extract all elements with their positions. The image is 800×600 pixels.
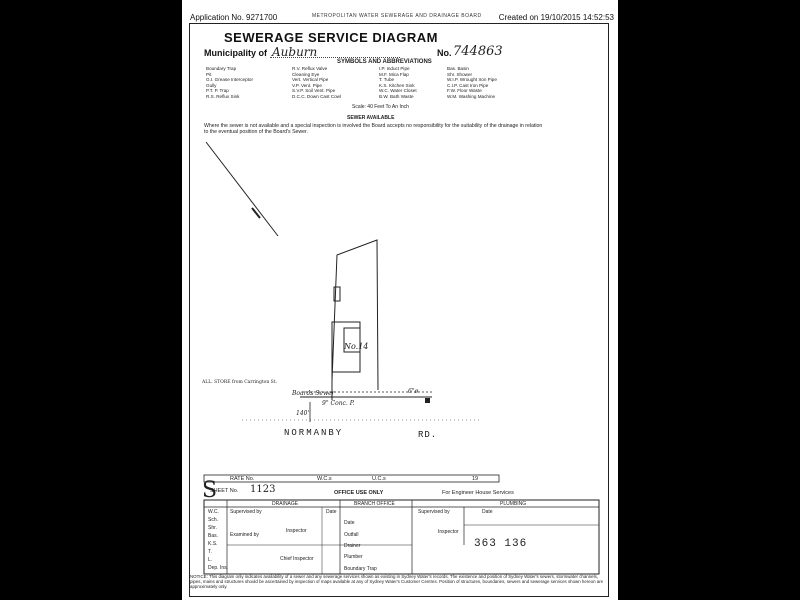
document-page (182, 0, 618, 600)
legend-item: Shr. Shower (447, 71, 473, 77)
legend-item: G.I. Grease Interceptor (206, 77, 253, 83)
boundary-line (206, 142, 278, 236)
legend-item: T. Tube (379, 77, 395, 83)
legend-item: Cleaning Eye (292, 71, 320, 77)
municipality-label: Municipality of (204, 48, 267, 58)
legend-item: S.V.P. Soil Vent. Pipe (292, 88, 336, 94)
diagram-title: SEWERAGE SERVICE DIAGRAM (224, 30, 439, 45)
plumbing-supervised-label: Supervised by (418, 509, 450, 515)
legend-item: K.S. Kitchen Sink (379, 82, 415, 88)
legend-item: W.M. Washing Machine (447, 93, 496, 99)
municipality-value: Auburn (272, 45, 318, 59)
fixture-label: T. (208, 549, 212, 555)
legend-item: D.C.C. Down Cast Cowl (292, 93, 342, 99)
drainage-heading: DRAINAGE (272, 501, 299, 507)
legend-item: P.T. P. Trap (206, 88, 229, 94)
rate-no-label: RATE No. (230, 476, 255, 482)
symbols-heading: SYMBOLS AND ABBREVIATIONS (337, 59, 432, 65)
outfall-label: Outfall (344, 532, 359, 538)
legend-item: V.P. Vent. Pipe (292, 82, 322, 88)
legend-item: B.W. Bath Waste (379, 93, 414, 99)
sewer-note: Where the sewer is not available and a special inspection is involved the Board accepts no responsibility for the suitability of the drainage in relation to the eventual position of the Board's Sewer. (204, 123, 543, 135)
fixture-label: Bas. (208, 533, 219, 539)
street-name: NORMANBY (284, 428, 344, 438)
fixture-label: L. (208, 557, 213, 563)
plumber-label: Plumber (344, 554, 363, 560)
inspector-label: Inspector (286, 528, 307, 534)
plumbing-date-label: Date (482, 509, 493, 515)
wcs-label: W.C.s (317, 476, 332, 482)
property-boundary (332, 240, 378, 390)
fixture-label: Dep. Ins. (208, 565, 229, 571)
date-label: Date (326, 509, 337, 515)
legend-item: M.F. Mica Flap (379, 71, 409, 77)
boundary-trap-label: Boundary Trap (344, 566, 377, 572)
boundary-line-mark (252, 208, 260, 218)
stamp-number: 363 136 (474, 538, 528, 550)
plumbing-inspector-label: Inspector (438, 529, 459, 535)
legend-item: W.C. Water Closet (379, 88, 417, 94)
legend-item: C.I.P. Cast Iron Pipe (447, 82, 489, 88)
supervised-by-label: Supervised by (230, 509, 262, 515)
legend-item: W.I.P. Wrought Iron Pipe (447, 77, 497, 83)
fixture-label: W.C. (208, 509, 219, 515)
legend-item: R.S. Reflux Sink (206, 93, 240, 99)
office-use-label: OFFICE USE ONLY (334, 490, 384, 496)
diagram-number-value: 744863 (453, 44, 503, 59)
chief-inspector-label: Chief Inspector (280, 556, 314, 562)
branch-date-label: Date (344, 520, 355, 526)
legend-item: Vert. Vertical Pipe (292, 77, 329, 83)
street-suffix: RD. (418, 430, 438, 440)
sewer-size: 6"ø (408, 388, 419, 395)
distance-label: 140' (296, 410, 310, 417)
legend-item: Bas. Basin (447, 66, 469, 71)
scale-text: Scale: 40 Feet To An Inch (352, 104, 409, 110)
legend-item: F.W. Floor Waste (447, 88, 482, 94)
legend-item: Boundary Trap (206, 66, 237, 71)
ucs-label: U.C.s (372, 476, 386, 482)
fixture-label: K.S. (208, 541, 218, 547)
allotment-text: ALL. STORE from Carrington St. (202, 380, 278, 385)
manhole-symbol (425, 398, 430, 403)
fixture-label: Sch. (208, 517, 219, 523)
board-name: METROPOLITAN WATER SEWERAGE AND DRAINAGE BOARD (312, 13, 482, 19)
footer-notice: NOTICE: This diagram only indicates availability of a sewer and any sewerage services shown as existing in Sydney Water's records. The existence and position of Sydney Water's sewers, stormwater channels, pipes, mains and structures should be ascertained by inspection of maps available at any of Sydney Water's Customer Centres. Position of structures, boundaries, sewers and sewerage services shown hereon are approximately only. (190, 574, 604, 589)
plumbing-heading: PLUMBING (500, 501, 527, 507)
created-timestamp: Created on 19/10/2015 14:52:53 (498, 13, 614, 22)
lot-label: No.14 (344, 342, 369, 351)
drainer-label: Drainer (344, 543, 361, 549)
sheet-no-label: SHEET No. (210, 488, 239, 494)
legend-item: I.P. Induct Pipe (379, 66, 410, 71)
examined-by-label: Examined by (230, 532, 259, 538)
engineer-services-label: For Engineer House Services (442, 490, 514, 496)
form-s-mark: S (202, 478, 218, 503)
diagram-number-label: No. (437, 48, 452, 58)
legend-item: Pit (206, 71, 212, 77)
form-table (204, 500, 599, 574)
sheet-no-value: 1123 (250, 484, 276, 495)
conc-pipe-label: 9" Conc. P. (322, 400, 355, 407)
legend-item: R.V. Reflux Valve (292, 66, 328, 71)
year-label: 19 (472, 476, 479, 482)
fixture-label: Shr. (208, 525, 217, 531)
application-number: Application No. 9271700 (190, 13, 278, 22)
sewer-available-heading: SEWER AVAILABLE (347, 115, 395, 121)
branch-office-heading: BRANCH OFFICE (354, 501, 395, 507)
legend-item: Gully (206, 82, 217, 88)
sewer-label: Boards Sewer (292, 390, 335, 397)
